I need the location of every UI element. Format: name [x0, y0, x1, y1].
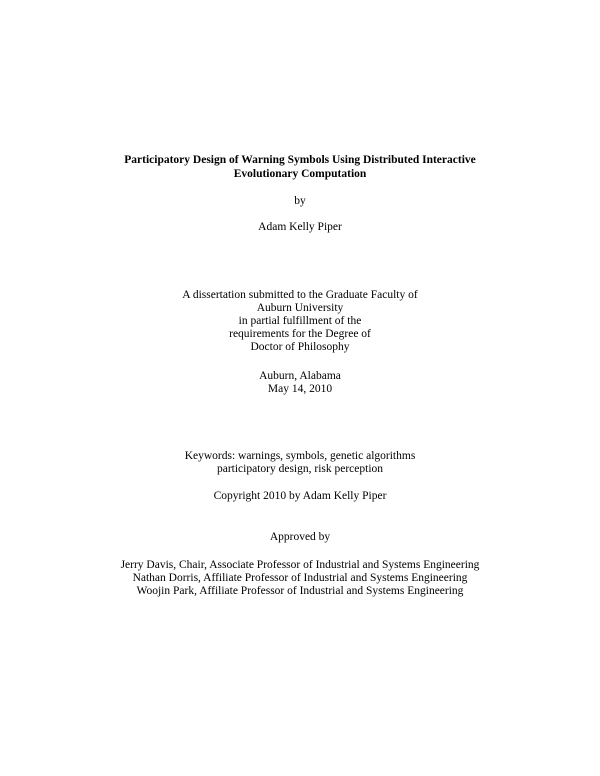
location: Auburn, Alabama	[259, 370, 341, 382]
keywords	[0, 450, 600, 476]
committee-member: Jerry Davis, Chair, Associate Professor of Industrial and Systems Engineering	[120, 559, 480, 571]
title-line-2: Evolutionary Computation	[233, 168, 367, 180]
dissertation-line: Doctor of Philosophy	[250, 341, 350, 353]
dissertation-line: in partial fulfillment of the	[238, 315, 362, 327]
dissertation-line: Auburn University	[256, 302, 344, 314]
dissertation-title	[0, 153, 600, 181]
place-and-date	[0, 370, 600, 396]
title-line-1: Participatory Design of Warning Symbols Using Distributed Interactive	[124, 154, 476, 166]
copyright-notice: Copyright 2010 by Adam Kelly Piper	[213, 490, 387, 502]
keywords-line-1: Keywords: warnings, symbols, genetic algorithms	[184, 450, 416, 462]
dissertation-line: A dissertation submitted to the Graduate Faculty of	[182, 289, 418, 301]
by-line: by	[294, 195, 306, 207]
dissertation-line: requirements for the Degree of	[229, 328, 371, 340]
committee-member: Nathan Dorris, Affiliate Professor of Industrial and Systems Engineering	[132, 572, 468, 584]
keywords-line-2: participatory design, risk perception	[216, 463, 384, 475]
committee-list	[0, 559, 600, 598]
committee-member: Woojin Park, Affiliate Professor of Industrial and Systems Engineering	[136, 585, 464, 597]
dissertation-statement	[0, 289, 600, 354]
approved-by-heading: Approved by	[269, 531, 331, 543]
author-name: Adam Kelly Piper	[258, 221, 342, 233]
date: May 14, 2010	[267, 383, 333, 395]
